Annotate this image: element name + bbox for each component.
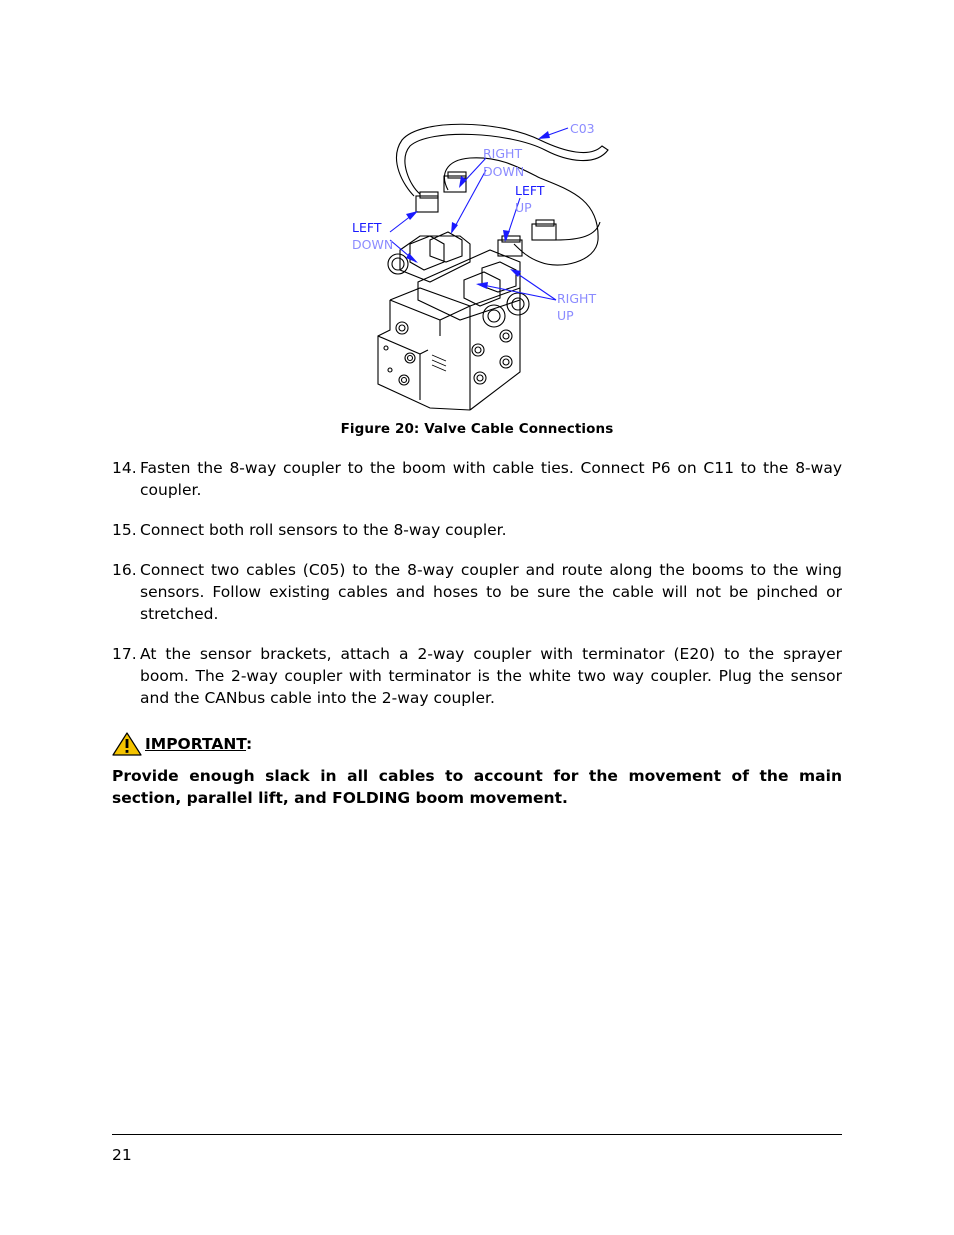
warning-triangle-icon (112, 732, 142, 756)
label-right-up-2: UP (557, 308, 574, 323)
important-note: Provide enough slack in all cables to account for the movement of the main section, parallel lift, and FOLDING boom movement. (112, 767, 842, 807)
important-label-wrap (145, 735, 252, 753)
label-left-up-1: LEFT (515, 183, 545, 198)
label-right-up-1: RIGHT (557, 291, 597, 306)
important-heading (112, 732, 252, 756)
step-text: At the sensor brackets, attach a 2-way coupler with terminator (E20) to the sprayer boom. The 2-way coupler with terminator is the white two way coupler. Plug the sensor and the CANbus cable into the 2-way coupler. (140, 645, 842, 707)
label-c03: C03 (570, 121, 595, 136)
valve-cable-drawing (340, 112, 620, 412)
step-15 (112, 519, 842, 541)
page-number: 21 (112, 1146, 132, 1164)
step-text: Fasten the 8-way coupler to the boom with cable ties. Connect P6 on C11 to the 8-way coupler. (140, 459, 842, 499)
valve-cable-figure (340, 112, 620, 412)
label-right-down-2: DOWN (483, 164, 525, 179)
footer-rule (112, 1134, 842, 1135)
step-number: 16. (112, 561, 137, 579)
figure-caption: Figure 20: Valve Cable Connections (340, 421, 614, 437)
important-colon: : (246, 735, 253, 753)
step-number: 15. (112, 521, 137, 539)
step-14 (112, 457, 842, 501)
label-left-down-1: LEFT (352, 220, 382, 235)
label-left-up-2: UP (515, 200, 532, 215)
label-right-down-1: RIGHT (483, 146, 523, 161)
step-text: Connect both roll sensors to the 8-way coupler. (140, 521, 507, 539)
step-number: 17. (112, 645, 137, 663)
label-left-down-2: DOWN (352, 237, 394, 252)
step-17 (112, 643, 842, 709)
step-number: 14. (112, 459, 137, 477)
important-label: IMPORTANT (145, 735, 247, 753)
step-16 (112, 559, 842, 625)
step-text: Connect two cables (C05) to the 8-way coupler and route along the booms to the wing sensors. Follow existing cables and hoses to be sure the cable will not be pinched or stretched. (140, 561, 842, 623)
